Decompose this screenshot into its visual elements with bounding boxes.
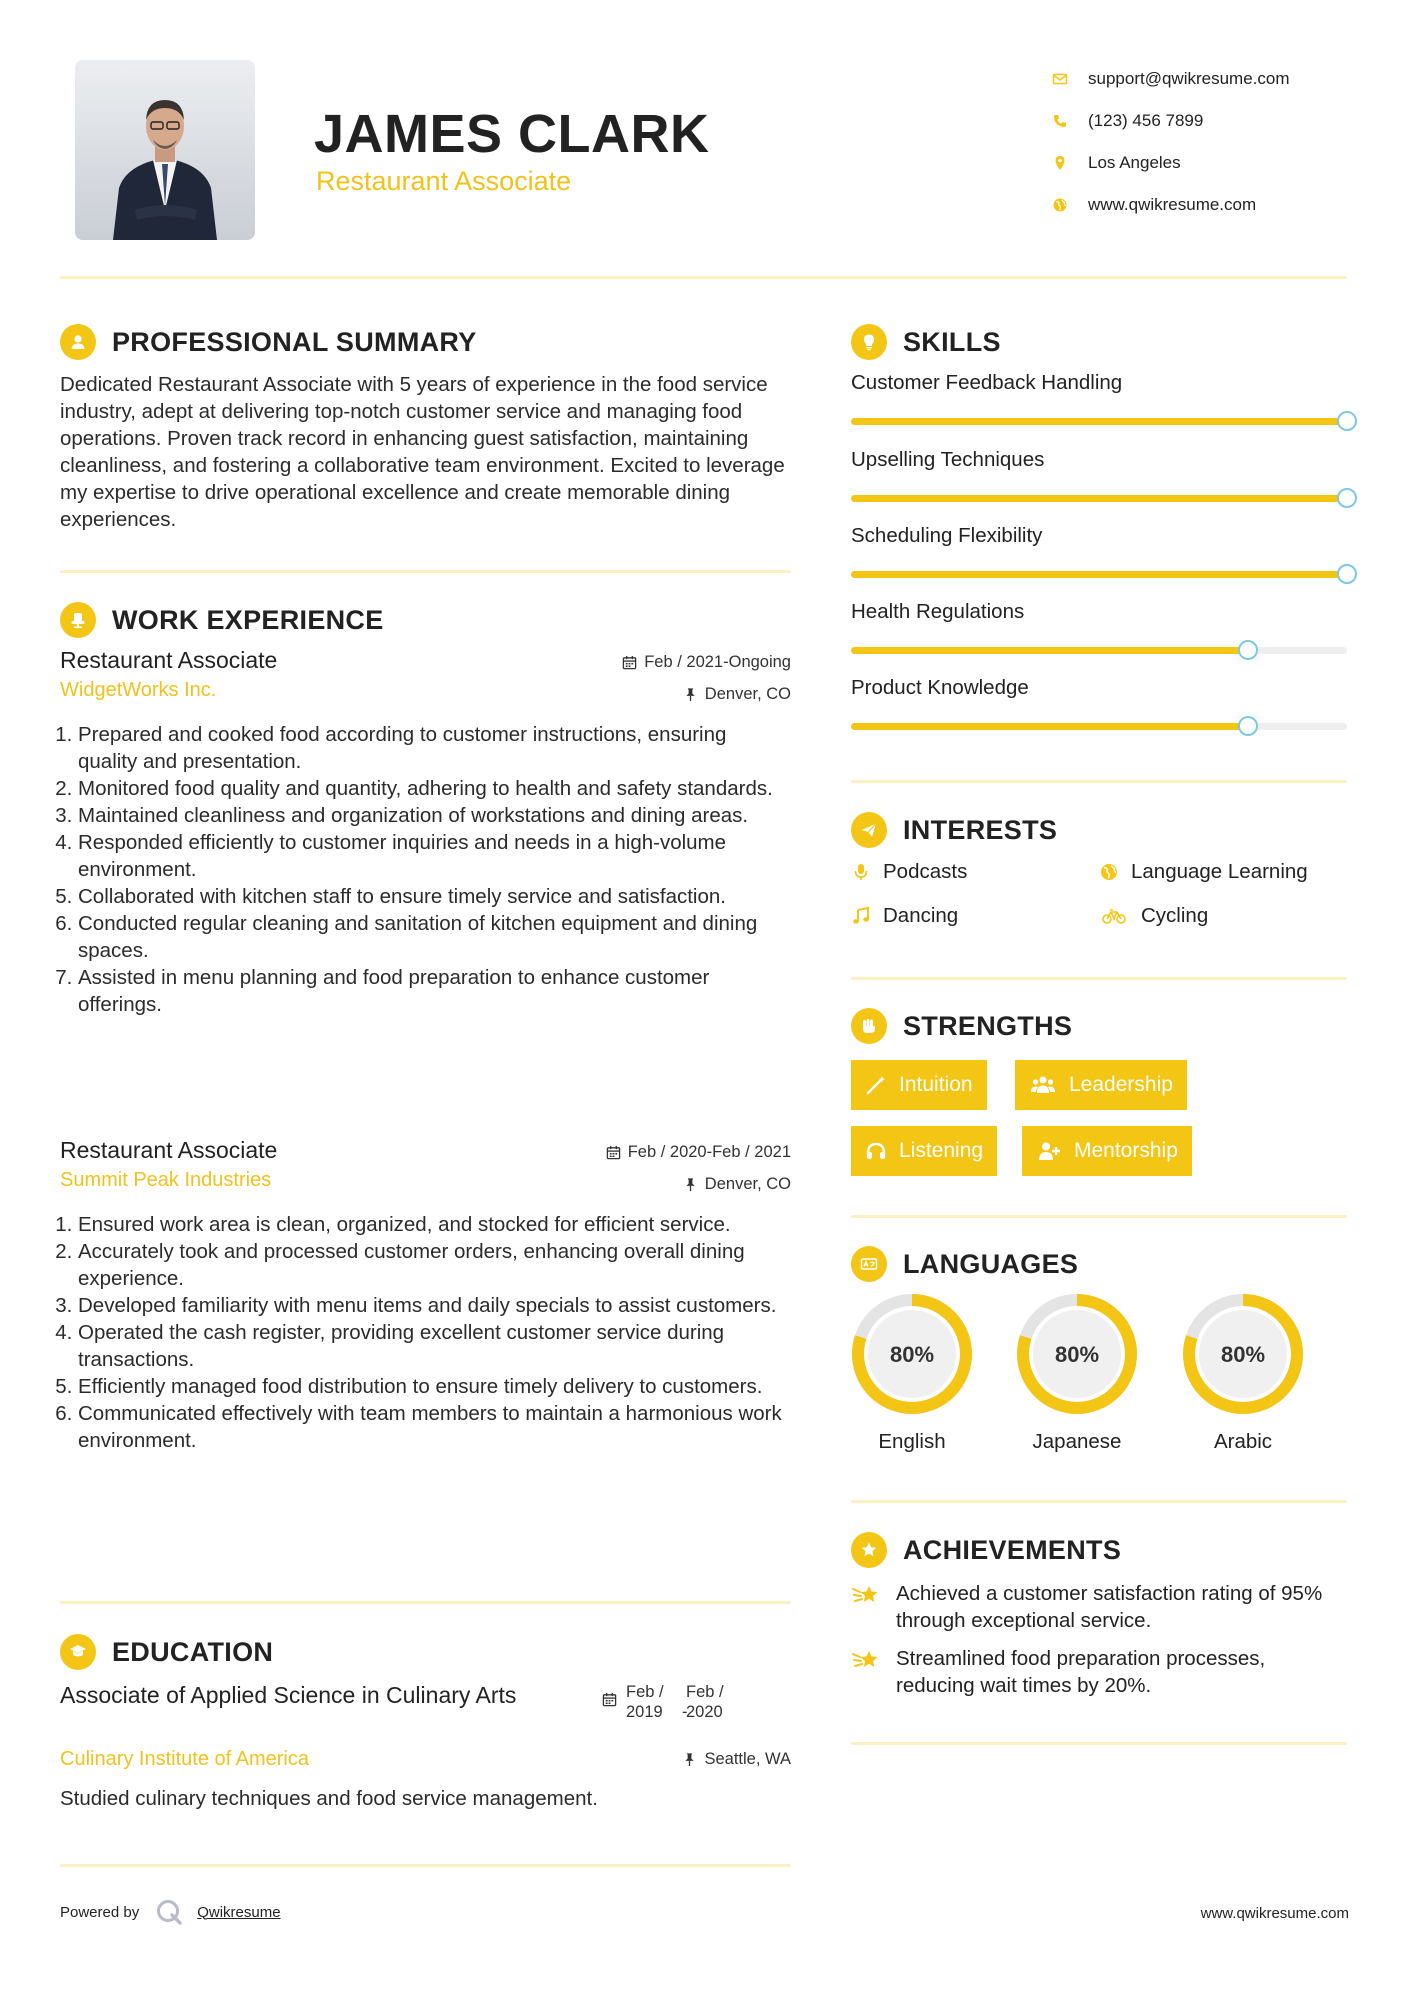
achievement-text: Streamlined food preparation processes, reducing wait times by 20%.: [896, 1647, 1266, 1697]
skill-bar-fill: [851, 571, 1347, 578]
qwikresume-link[interactable]: Qwikresume: [197, 1903, 281, 1921]
duty-list: [60, 721, 791, 1018]
summary-heading: [60, 324, 477, 360]
education-location-text: Seattle, WA: [704, 1750, 791, 1768]
phone-icon: [1052, 113, 1088, 129]
job-dates: [606, 1143, 791, 1162]
skill-item: [851, 676, 1347, 730]
contact-website-text[interactable]: www.qwikresume.com: [1088, 195, 1257, 214]
contact-list: [1052, 58, 1382, 226]
calendar-icon: [602, 1692, 617, 1707]
interest-item: [1099, 904, 1208, 928]
language-name: Arabic: [1213, 1430, 1273, 1453]
education-title: EDUCATION: [112, 1636, 274, 1667]
candidate-title: Restaurant Associate: [316, 166, 572, 196]
shooting-star-icon: [851, 1580, 881, 1610]
summary-title: PROFESSIONAL SUMMARY: [112, 326, 477, 357]
skill-bar-knob: [1238, 640, 1258, 660]
skill-item: [851, 524, 1347, 578]
headphones-icon: [865, 1140, 887, 1162]
strength-chip: [1022, 1126, 1192, 1176]
education-description: Studied culinary techniques and food service management.: [60, 1787, 598, 1810]
shooting-star-icon: [851, 1645, 881, 1675]
strengths-divider: [851, 1215, 1347, 1218]
language-percent: 80%: [889, 1342, 935, 1367]
paper-plane-icon: [851, 812, 887, 848]
job-dates: [622, 653, 791, 672]
skill-item: [851, 448, 1347, 502]
education-end-month: Feb /: [686, 1683, 724, 1701]
interest-label: Podcasts: [883, 860, 968, 883]
language-percent: 80%: [1054, 1342, 1100, 1367]
skill-bar-fill: [851, 418, 1347, 425]
job-entry: [60, 647, 791, 1018]
interests-heading: [851, 812, 1057, 848]
experience-heading: [60, 602, 384, 638]
education-start-year: 2019: [626, 1703, 663, 1721]
interests-title: INTERESTS: [903, 814, 1058, 845]
strengths-heading: [851, 1008, 1072, 1044]
interest-item: [851, 904, 958, 928]
skill-name: Customer Feedback Handling: [851, 371, 1123, 394]
duty-item: 2. Monitored food quality and quantity, adhering to health and safety standards.: [78, 775, 791, 802]
footer-powered-by: [60, 1898, 281, 1926]
duty-item: 3. Developed familiarity with menu items and daily specials to assist customers.: [78, 1292, 791, 1319]
skill-bar-knob: [1238, 716, 1258, 736]
language-donut: [1015, 1292, 1139, 1416]
lightbulb-icon: [851, 324, 887, 360]
skills-divider: [851, 780, 1347, 783]
skill-item: [851, 371, 1347, 425]
interest-item: [851, 860, 967, 884]
candidate-name: JAMES CLARK: [314, 104, 710, 164]
job-location: [683, 1175, 791, 1194]
achievement-text: Achieved a customer satisfaction rating of 95% through exceptional service.: [896, 1582, 1323, 1632]
achievement-item: [851, 1580, 1347, 1634]
pushpin-icon: [683, 687, 698, 702]
job-entry: [60, 1137, 791, 1454]
job-location: [683, 685, 791, 704]
education-location: [682, 1750, 791, 1769]
job-title: Restaurant Associate: [60, 1137, 278, 1163]
languages-divider: [851, 1500, 1347, 1503]
interest-item: [1099, 860, 1308, 884]
contact-phone-text: (123) 456 7899: [1088, 111, 1204, 130]
experience-divider: [60, 1601, 791, 1604]
job-location-text: Denver, CO: [704, 1175, 791, 1193]
skills-heading: [851, 324, 1001, 360]
duty-item: 5. Collaborated with kitchen staff to ensure timely service and satisfaction.: [78, 883, 791, 910]
skill-bar: [851, 495, 1347, 502]
map-pin-icon: [1052, 155, 1088, 171]
strength-label: Mentorship: [1074, 1139, 1178, 1162]
duty-item: 6. Communicated effectively with team members to maintain a harmonious work environment.: [78, 1400, 791, 1454]
experience-title: WORK EXPERIENCE: [112, 604, 384, 635]
duty-item: 1. Ensured work area is clean, organized, and stocked for efficient service.: [78, 1211, 791, 1238]
duty-item: 5. Efficiently managed food distribution to ensure timely delivery to customers.: [78, 1373, 791, 1400]
summary-divider: [60, 570, 791, 573]
footer-url[interactable]: www.qwikresume.com: [1200, 1905, 1349, 1922]
summary-text: Dedicated Restaurant Associate with 5 years of experience in the food service industry, adept at delivering top-notch customer service and managing food operations. Proven track record in enhancing guest satisfaction, maintaining cleanliness, and fostering a collaborative team environment. Excited to leverage my expertise to drive operational excellence and create memorable dining experiences.: [60, 373, 785, 531]
briefcase-icon: [60, 602, 96, 638]
pushpin-icon: [682, 1752, 697, 1767]
education-start-month: Feb /: [626, 1683, 664, 1701]
language-donut: [1181, 1292, 1305, 1416]
duty-list: [60, 1211, 791, 1454]
education-separator: -: [682, 1703, 688, 1721]
skills-title: SKILLS: [903, 326, 1001, 357]
skill-bar-fill: [851, 723, 1248, 730]
globe-icon: [1052, 197, 1088, 213]
job-company: Summit Peak Industries: [60, 1169, 272, 1191]
languages-title: LANGUAGES: [903, 1248, 1079, 1279]
strength-label: Leadership: [1069, 1073, 1173, 1096]
skill-bar-knob: [1337, 564, 1357, 584]
contact-location: [1052, 142, 1382, 184]
achievements-heading: [851, 1532, 1121, 1568]
education-end: [686, 1682, 742, 1722]
duty-item: 2. Accurately took and processed customer orders, enhancing overall dining experience.: [78, 1238, 791, 1292]
globe-icon: [1099, 862, 1119, 882]
user-plus-icon: [1036, 1140, 1062, 1162]
job-dates-text: Feb / 2021-Ongoing: [644, 653, 791, 671]
music-note-icon: [851, 906, 871, 926]
contact-email: [1052, 58, 1382, 100]
strength-chip: [851, 1126, 997, 1176]
bicycle-icon: [1099, 906, 1129, 926]
interest-label: Language Learning: [1131, 860, 1308, 883]
strength-chip: [1015, 1060, 1187, 1110]
duty-item: 6. Conducted regular cleaning and sanitation of kitchen equipment and dining spaces.: [78, 910, 791, 964]
contact-phone: [1052, 100, 1382, 142]
pushpin-icon: [683, 1177, 698, 1192]
strengths-title: STRENGTHS: [903, 1010, 1073, 1041]
achievement-item: [851, 1645, 1347, 1699]
interest-label: Dancing: [883, 904, 959, 927]
skill-name: Scheduling Flexibility: [851, 524, 1043, 547]
language-item: [1015, 1292, 1139, 1454]
magic-wand-icon: [865, 1074, 887, 1096]
calendar-icon: [606, 1145, 621, 1160]
fist-icon: [851, 1008, 887, 1044]
education-end-year: 2020: [686, 1703, 723, 1721]
skill-bar: [851, 571, 1347, 578]
skill-name: Upselling Techniques: [851, 448, 1045, 471]
language-item: [1181, 1292, 1305, 1454]
header-divider: [60, 276, 1347, 279]
language-item: [850, 1292, 974, 1454]
job-dates-text: Feb / 2020-Feb / 2021: [627, 1143, 791, 1161]
skill-bar-knob: [1337, 411, 1357, 431]
language-icon: [851, 1246, 887, 1282]
profile-photo: [75, 60, 255, 240]
star-badge-icon: [851, 1532, 887, 1568]
graduation-cap-icon: [60, 1634, 96, 1670]
skill-item: [851, 600, 1347, 654]
skill-bar-knob: [1337, 488, 1357, 508]
contact-website: [1052, 184, 1382, 226]
language-name: English: [878, 1430, 946, 1453]
duty-item: 4. Operated the cash register, providing excellent customer service during transactions.: [78, 1319, 791, 1373]
duty-item: 1. Prepared and cooked food according to customer instructions, ensuring quality and presentation.: [78, 721, 791, 775]
contact-location-text: Los Angeles: [1088, 153, 1181, 172]
duty-item: 4. Responded efficiently to customer inquiries and needs in a high-volume environment.: [78, 829, 791, 883]
skill-bar: [851, 723, 1347, 730]
education-divider: [60, 1864, 791, 1867]
strength-chip: [851, 1060, 987, 1110]
duty-item: 3. Maintained cleanliness and organization of workstations and dining areas.: [78, 802, 791, 829]
skill-name: Product Knowledge: [851, 676, 1029, 699]
education-start: [626, 1682, 682, 1722]
job-location-text: Denver, CO: [704, 685, 791, 703]
education-school: Culinary Institute of America: [60, 1748, 309, 1770]
languages-heading: [851, 1246, 1078, 1282]
language-name: Japanese: [1032, 1430, 1122, 1453]
job-company: WidgetWorks Inc.: [60, 679, 217, 701]
interest-label: Cycling: [1141, 904, 1209, 927]
powered-by-text: Powered by: [60, 1903, 140, 1921]
job-title: Restaurant Associate: [60, 647, 278, 673]
achievements-divider: [851, 1742, 1347, 1745]
users-icon: [1029, 1074, 1057, 1096]
skill-bar-fill: [851, 495, 1347, 502]
calendar-icon: [622, 655, 637, 670]
strength-label: Listening: [899, 1139, 984, 1162]
education-dates: [602, 1682, 742, 1722]
language-donut: [850, 1292, 974, 1416]
skill-bar: [851, 418, 1347, 425]
language-percent: 80%: [1220, 1342, 1266, 1367]
education-heading: [60, 1634, 273, 1670]
skill-bar-fill: [851, 647, 1248, 654]
user-icon: [60, 324, 96, 360]
contact-email-text[interactable]: support@qwikresume.com: [1088, 69, 1290, 88]
skill-name: Health Regulations: [851, 600, 1025, 623]
education-degree: Associate of Applied Science in Culinary Arts: [60, 1682, 517, 1708]
strength-label: Intuition: [899, 1073, 973, 1096]
achievements-title: ACHIEVEMENTS: [903, 1534, 1122, 1565]
duty-item: 7. Assisted in menu planning and food preparation to enhance customer offerings.: [78, 964, 791, 1018]
skill-bar: [851, 647, 1347, 654]
qwikresume-logo-icon: [155, 1898, 183, 1926]
interests-divider: [851, 977, 1347, 980]
microphone-icon: [851, 862, 871, 882]
envelope-icon: [1052, 71, 1088, 87]
